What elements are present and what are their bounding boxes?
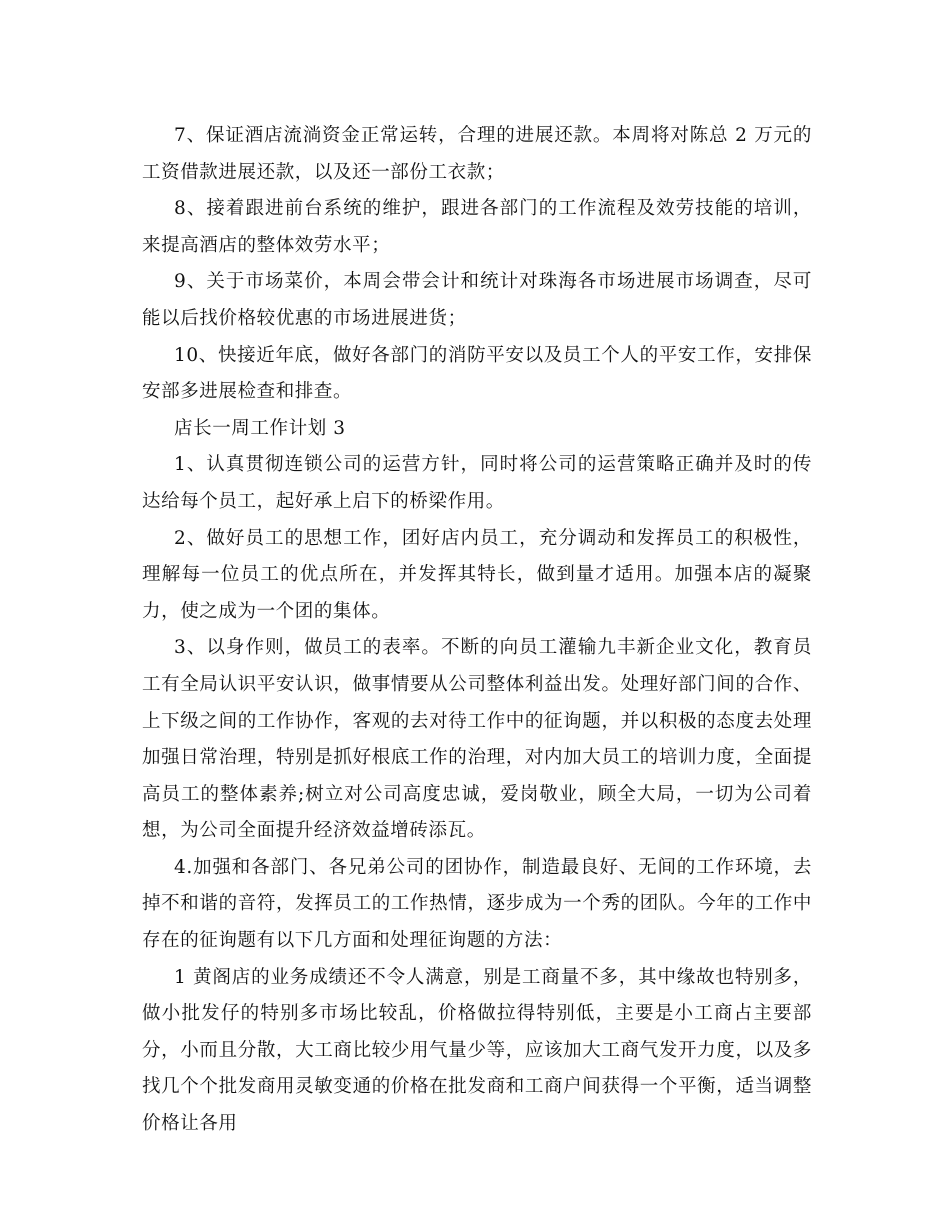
paragraph-item-7: 7、保证酒店流淌资金正常运转，合理的进展还款。本周将对陈总 2 万元的工资借款进展还款，以及还一部份工衣款； xyxy=(142,125,812,183)
paragraph-plan-4: 4.加强和各部门、各兄弟公司的团协作，制造最良好、无间的工作环境，去掉不和谐的音符，发挥员工的工作热情，逐步成为一个秀的团队。今年的工作中存在的征询题有以下几方面和处理征询题的方法： xyxy=(142,856,812,952)
paragraph-problem-1: 1 黄阁店的业务成绩还不令人满意，别是工商量不多，其中缘故也特别多，做小批发仔的特别多市场比较乱，价格做拉得特别低，主要是小工商占主要部分，小而且分散，大工商比较少用气量少等，应该加大工商气发开力度，以及多找几个个批发商用灵敏变通的价格在批发商和工商户间获得一个平衡，适当调整价格让各用 xyxy=(142,966,812,1135)
document-body xyxy=(142,118,812,1143)
paragraph-item-9: 9、关于市场菜价，本周会带会计和统计对珠海各市场进展市场调查，尽可能以后找价格较优惠的市场进展进货； xyxy=(142,271,812,329)
paragraph-plan-1: 1、认真贯彻连锁公司的运营方针，同时将公司的运营策略正确并及时的传达给每个员工，起好承上启下的桥梁作用。 xyxy=(142,454,812,512)
paragraph-item-8: 8、接着跟进前台系统的维护，跟进各部门的工作流程及效劳技能的培训，来提高酒店的整体效劳水平； xyxy=(142,198,812,256)
section-heading: 店长一周工作计划 3 xyxy=(174,417,346,439)
paragraph-item-10: 10、快接近年底，做好各部门的消防平安以及员工个人的平安工作，安排保安部多进展检查和排查。 xyxy=(142,344,812,403)
paragraph-plan-3: 3、以身作则，做员工的表率。不断的向员工灌输九丰新企业文化，教育员工有全局认识平安认识，做事情要从公司整体利益出发。处理好部门间的合作、上下级之间的工作协作，客观的去对待工作中的征询题，并以积极的态度去处理加强日常治理，特别是抓好根底工作的治理，对内加大员工的培训力度，全面提高员工的整体素养;树立对公司高度忠诚，爱岗敬业，顾全大局，一切为公司着想，为公司全面提升经济效益增砖添瓦。 xyxy=(142,637,812,842)
paragraph-plan-2: 2、做好员工的思想工作，团好店内员工，充分调动和发挥员工的积极性，理解每一位员工的优点所在，并发挥其特长，做到量才适用。加强本店的凝聚力，使之成为一个团的集体。 xyxy=(142,527,812,622)
